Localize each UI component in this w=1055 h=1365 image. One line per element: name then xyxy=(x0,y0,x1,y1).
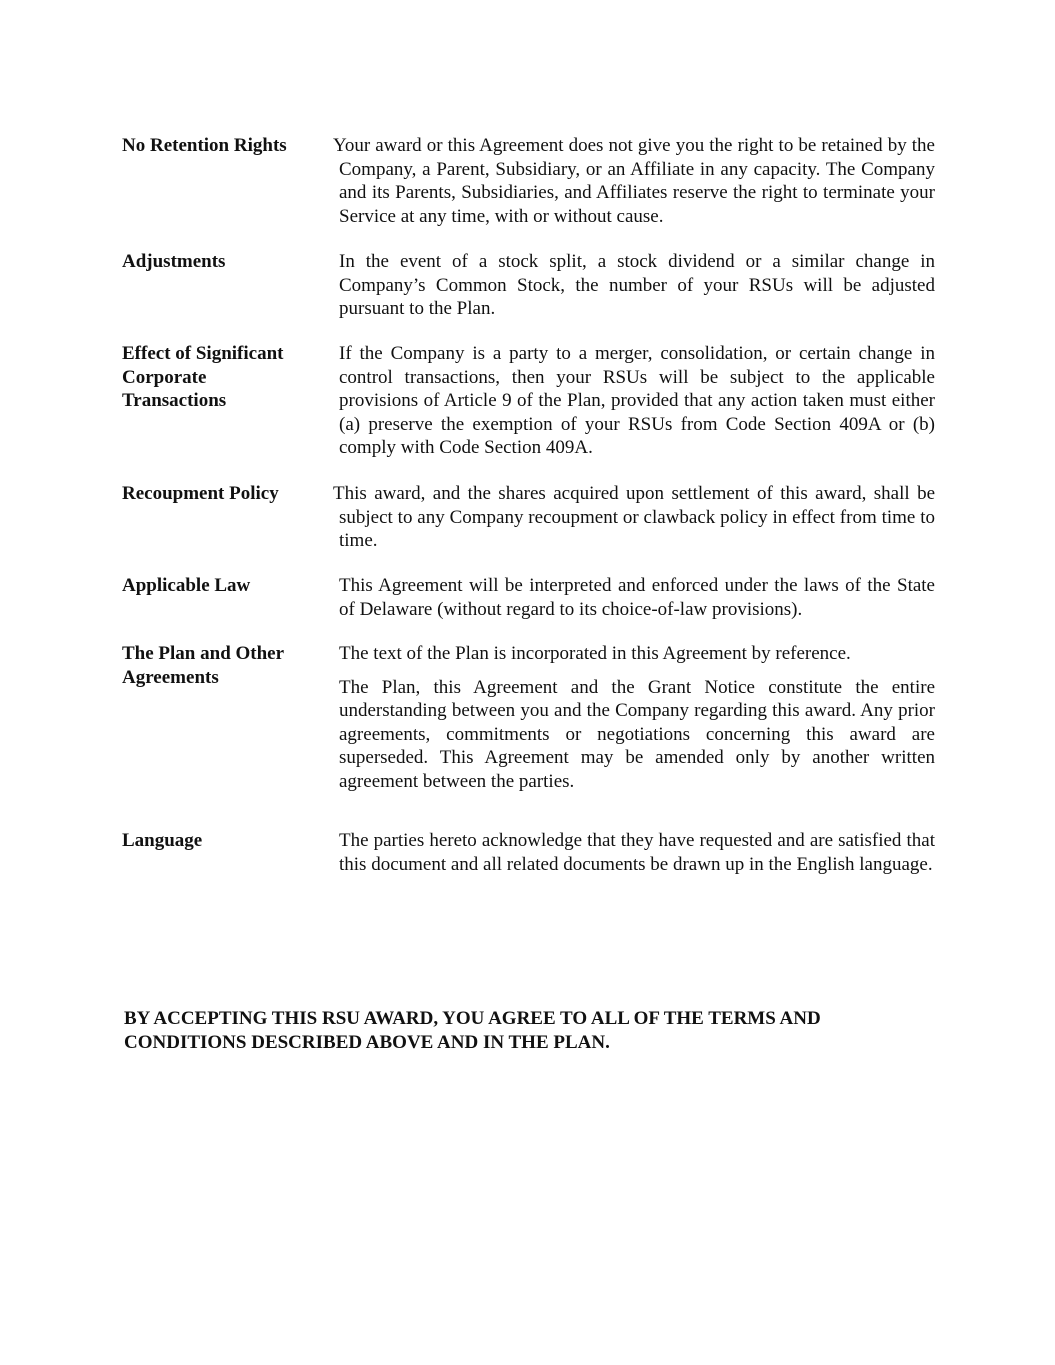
term-label: No Retention Rights xyxy=(122,135,287,156)
term-body xyxy=(339,342,935,460)
term-body xyxy=(333,134,935,228)
term-label: Applicable Law xyxy=(122,575,251,596)
term-paragraph: Your award or this Agreement does not give you the right to be retained by the Company, a Parent, Subsidiary, or an Affiliate in any capacity. The Company and its Parents, Subsidiaries, and Affiliates reserve the right to terminate your Service at any time, with or without cause. xyxy=(333,135,935,227)
term-label: Language xyxy=(122,830,203,851)
term-paragraph: This award, and the shares acquired upon settlement of this award, shall be subject to any Company recoupment or clawback policy in effect from time to time. xyxy=(333,483,935,551)
term-label: Recoupment Policy xyxy=(122,483,279,504)
term-body xyxy=(339,250,935,321)
term-body xyxy=(339,829,935,876)
term-label: Adjustments xyxy=(122,251,226,272)
term-paragraph: This Agreement will be interpreted and enforced under the laws of the State of Delaware (without regard to its choice-of-law provisions). xyxy=(339,575,935,620)
term-paragraph: The parties hereto acknowledge that they have requested and are satisfied that this document and all related documents be drawn up in the English language. xyxy=(339,830,935,875)
term-label: The Plan and Other Agreements xyxy=(122,643,284,688)
term-body xyxy=(339,642,935,793)
term-label: Effect of Significant Corporate Transactions xyxy=(122,343,284,411)
term-paragraph: The Plan, this Agreement and the Grant Notice constitute the entire understanding between you and the Company regarding this award. Any prior agreements, commitments or negotiations concerning this award are superseded. This Agreement may be amended only by another written agreement between the parties. xyxy=(339,676,935,792)
acceptance-statement: BY ACCEPTING THIS RSU AWARD, YOU AGREE TO ALL OF THE TERMS AND CONDITIONS DESCRIBED ABOVE AND IN THE PLAN. xyxy=(124,1008,821,1053)
term-body xyxy=(333,482,935,553)
term-paragraph: If the Company is a party to a merger, consolidation, or certain change in control transactions, then your RSUs will be subject to the applicable provisions of Article 9 of the Plan, provided that any action taken must either (a) preserve the exemption of your RSUs from Code Section 409A or (b) comply with Code Section 409A. xyxy=(339,343,935,458)
term-body xyxy=(339,574,935,621)
term-paragraph: In the event of a stock split, a stock dividend or a similar change in Company’s Common Stock, the number of your RSUs will be adjusted pursuant to the Plan. xyxy=(339,251,935,319)
term-paragraph: The text of the Plan is incorporated in this Agreement by reference. xyxy=(339,643,851,664)
